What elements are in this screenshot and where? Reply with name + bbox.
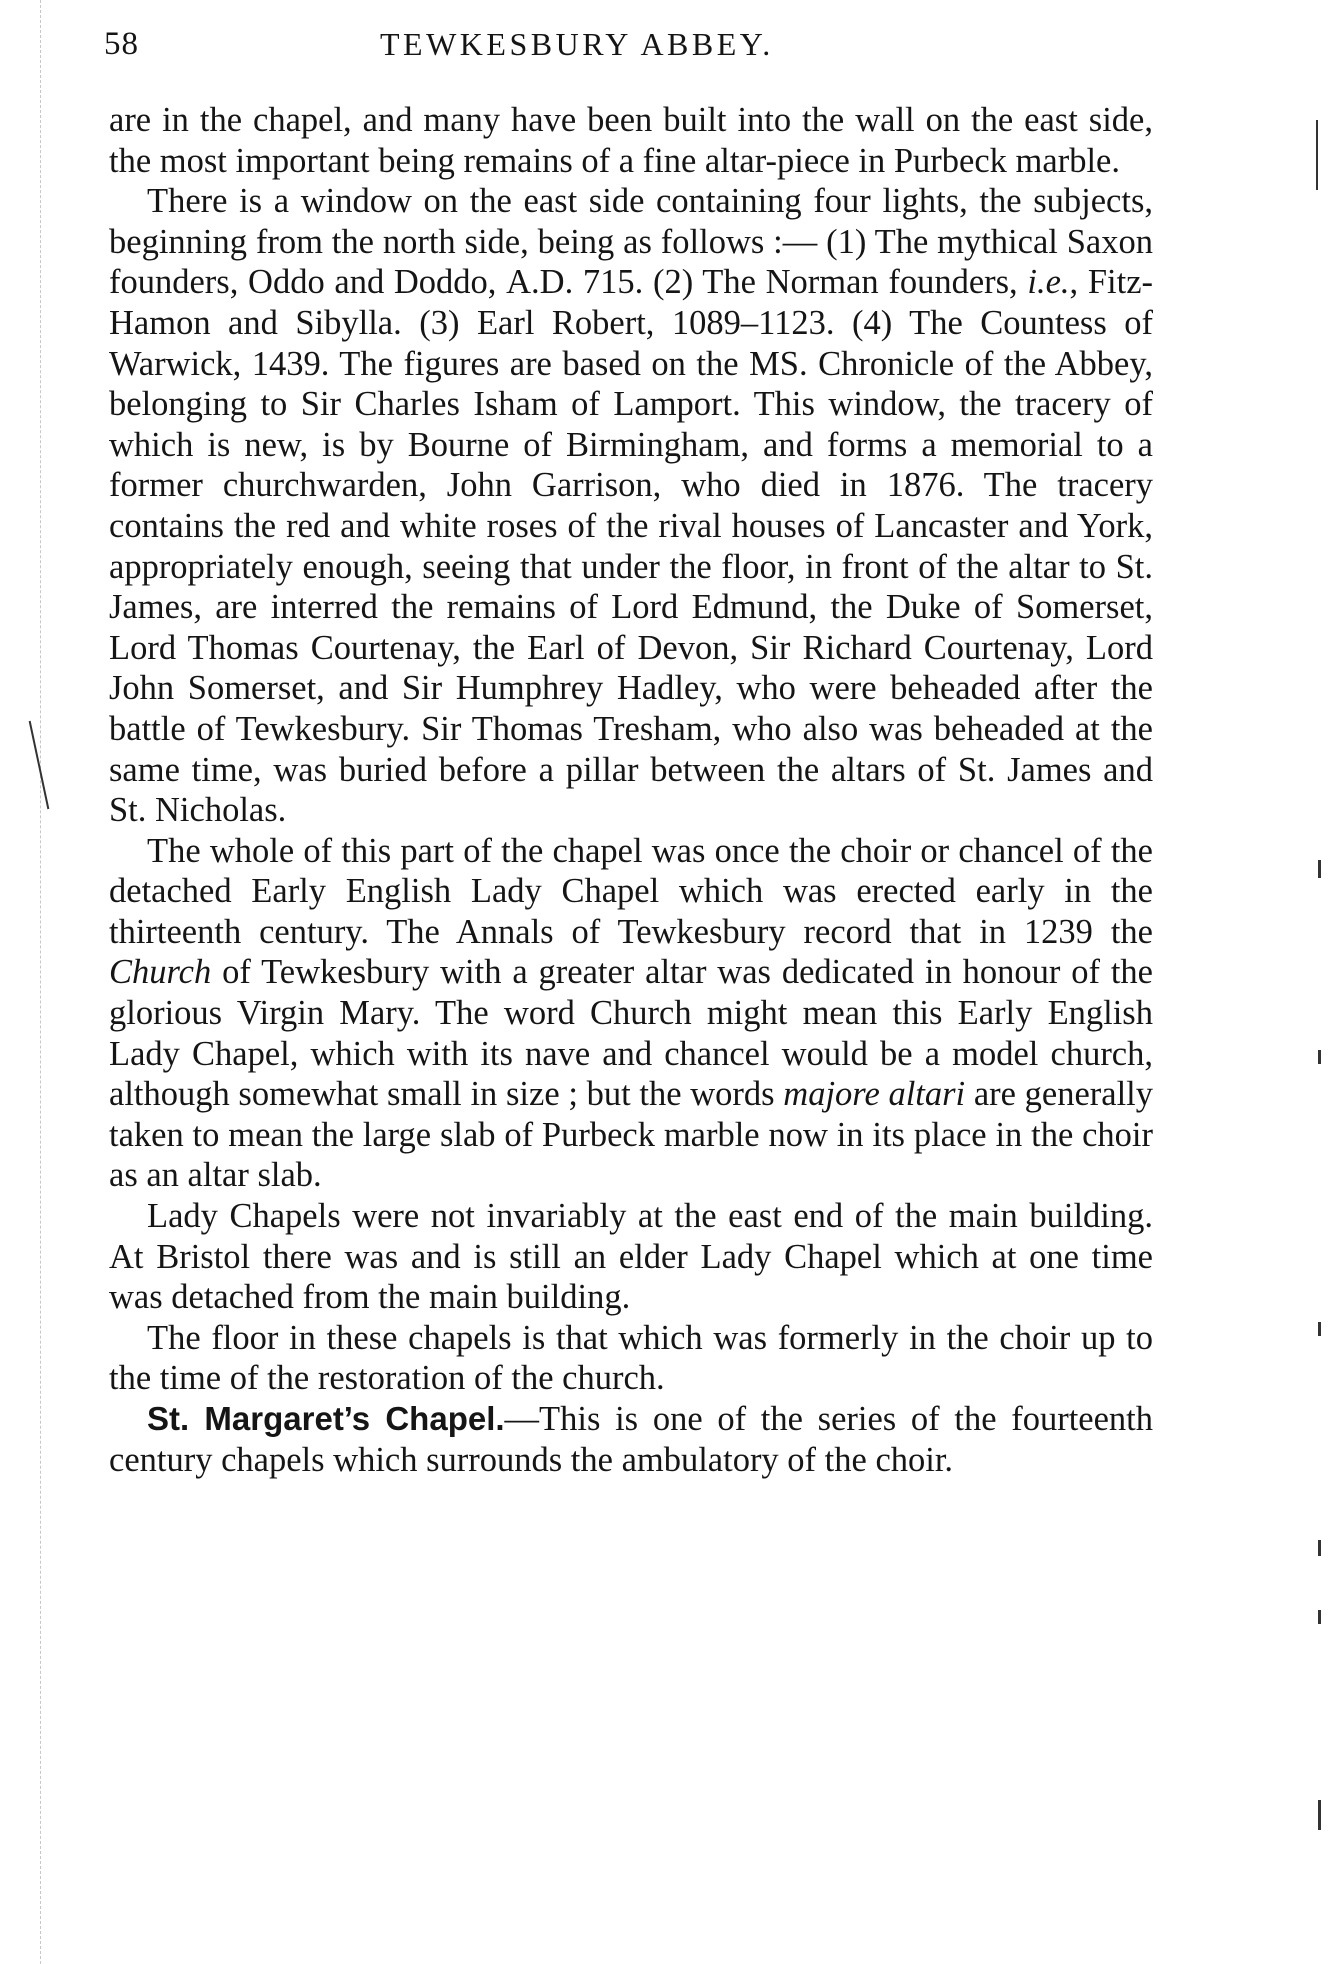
section-heading: St. Margaret’s Chapel. [147, 1400, 505, 1437]
text-run-small-caps: A.D. [506, 263, 574, 302]
text-run: There is a window on the east side containing four lights, the subjects, beginning from the north side, being as follows :— (1) The mythical Saxon founders, Oddo and Doddo, [109, 182, 1153, 302]
text-run-italic: majore altari [783, 1075, 966, 1114]
page-number: 58 [104, 26, 139, 62]
scan-mark [1318, 1322, 1321, 1336]
text-run: , Fitz-Hamon and Sibylla. (3) Earl Robert, 1089–1123. (4) The Countess of Warwick, 1439. The figures are based on the MS. Chronicle of the Abbey, belonging to Sir Charles Isham of Lamport. This window, the tracery of which is new, is by Bourne of Birmingham, and forms a memorial to a former churchwarden, John Garrison, who died in 1876. The tracery contains the red and white roses of the rival houses of Lancaster and York, appropriately enough, seeing that under the floor, in front of the altar to St. James, are interred the remains of Lord Edmund, the Duke of Somerset, Lord Thomas Courtenay, the Earl of Devon, Sir Richard Courtenay, Lord John Somerset, and Sir Humphrey Hadley, who were beheaded after the battle of Tewkesbury. Sir Thomas Tresham, who also was beheaded at the same time, was buried before a pillar between the altars of St. James and St. Nicholas. [109, 263, 1154, 830]
text-run: are generally taken to mean the large slab of Purbeck marble now in its place in the choir as an altar slab. [109, 1075, 1154, 1195]
paragraph-continued [109, 100, 1153, 181]
text-run: Lady Chapels were not invariably at the east end of the main building. At Bristol there was and is still an elder Lady Chapel which at one time was detached from the main building. [109, 1197, 1153, 1317]
body-text [109, 100, 1153, 1480]
text-run: —This is one of the series of the fourteenth century chapels which surrounds the ambulatory of the choir. [109, 1400, 1153, 1479]
text-run: The whole of this part of the chapel was once the choir or chancel of the detached Early English Lady Chapel which was erected early in the thirteenth century. The Annals of Tewkesbury record that in 1239 the [109, 831, 1153, 951]
scan-mark [1318, 1800, 1321, 1830]
page-header [104, 26, 1154, 86]
scan-mark [29, 721, 50, 809]
text-run: of Tewkesbury with a greater altar was dedicated in honour of the glorious Virgin Mary. The word Church might mean this Early English Lady Chapel, which with its nave and chancel would be a model church, although somewhat small in size ; but the words [109, 953, 1153, 1114]
scan-mark [1318, 1540, 1321, 1556]
paragraph-lady-chapel [109, 831, 1153, 1196]
scan-mark [1318, 1050, 1321, 1064]
scan-mark [1318, 1610, 1321, 1624]
paragraph-window [109, 181, 1153, 831]
text-run-italic: i.e. [1027, 263, 1070, 302]
scan-mark [1318, 860, 1321, 878]
paragraph-floor [109, 1318, 1153, 1399]
paragraph-st-margaret [109, 1399, 1153, 1480]
paragraph-lady-chapels [109, 1196, 1153, 1318]
text-run: are in the chapel, and many have been built into the wall on the east side, the most important being remains of a fine altar-piece in Purbeck marble. [109, 101, 1153, 180]
text-run: The floor in these chapels is that which was formerly in the choir up to the time of the restoration of the church. [109, 1318, 1153, 1398]
scan-mark [1316, 120, 1318, 190]
text-run: 715. (2) The Norman founders, [573, 263, 1028, 302]
running-title: TEWKESBURY ABBEY. [380, 26, 774, 62]
text-run-italic: Church [109, 953, 212, 992]
scan-edge-line [40, 0, 41, 1964]
